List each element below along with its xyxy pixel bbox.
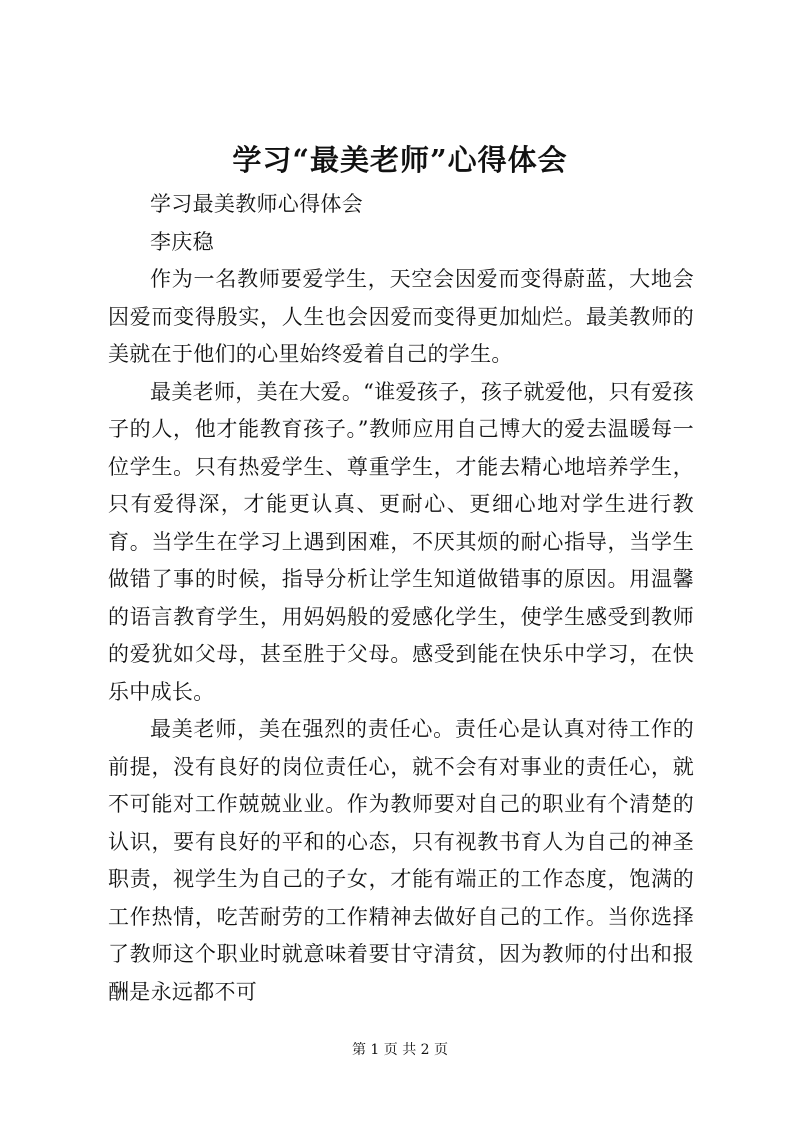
body-paragraph: 作为一名教师要爱学生，天空会因爱而变得蔚蓝，大地会因爱而变得殷实，人生也会因爱而变得更加灿烂。最美教师的美就在于他们的心里始终爱着自己的学生。 xyxy=(108,267,694,366)
document-title: 学习“最美老师”心得体会 xyxy=(232,143,568,177)
body-paragraph: 最美老师，美在大爱。“谁爱孩子，孩子就爱他，只有爱孩子的人，他才能教育孩子。”教师应用自己博大的爱去温暖每一位学生。只有热爱学生、尊重学生，才能去精心地培养学生，只有爱得深，才能更认真、更耐心、更细心地对学生进行教育。当学生在学习上遇到困难，不厌其烦的耐心指导，当学生做错了事的时候，指导分析让学生知道做错事的原因。用温馨的语言教育学生，用妈妈般的爱感化学生，使学生感受到教师的爱犹如父母，甚至胜于父母。感受到能在快乐中学习，在快乐中成长。 xyxy=(108,379,694,704)
page-footer xyxy=(0,1040,800,1060)
document-body xyxy=(108,186,694,1011)
page-indicator: 第 1 页 共 2 页 xyxy=(351,1042,449,1058)
subtitle-paragraph: 学习最美教师心得体会 xyxy=(150,192,363,216)
author-paragraph: 李庆稳 xyxy=(150,229,214,254)
body-paragraph: 最美老师，美在强烈的责任心。责任心是认真对待工作的前提，没有良好的岗位责任心，就不会有对事业的责任心，就不可能对工作兢兢业业。作为教师要对自己的职业有个清楚的认识，要有良好的平和的心态，只有视教书育人为自己的神圣职责，视学生为自己的子女，才能有端正的工作态度，饱满的工作热情，吃苦耐劳的工作精神去做好自己的工作。当你选择了教师这个职业时就意味着要甘守清贫，因为教师的付出和报酬是永远都不可 xyxy=(108,717,694,1004)
